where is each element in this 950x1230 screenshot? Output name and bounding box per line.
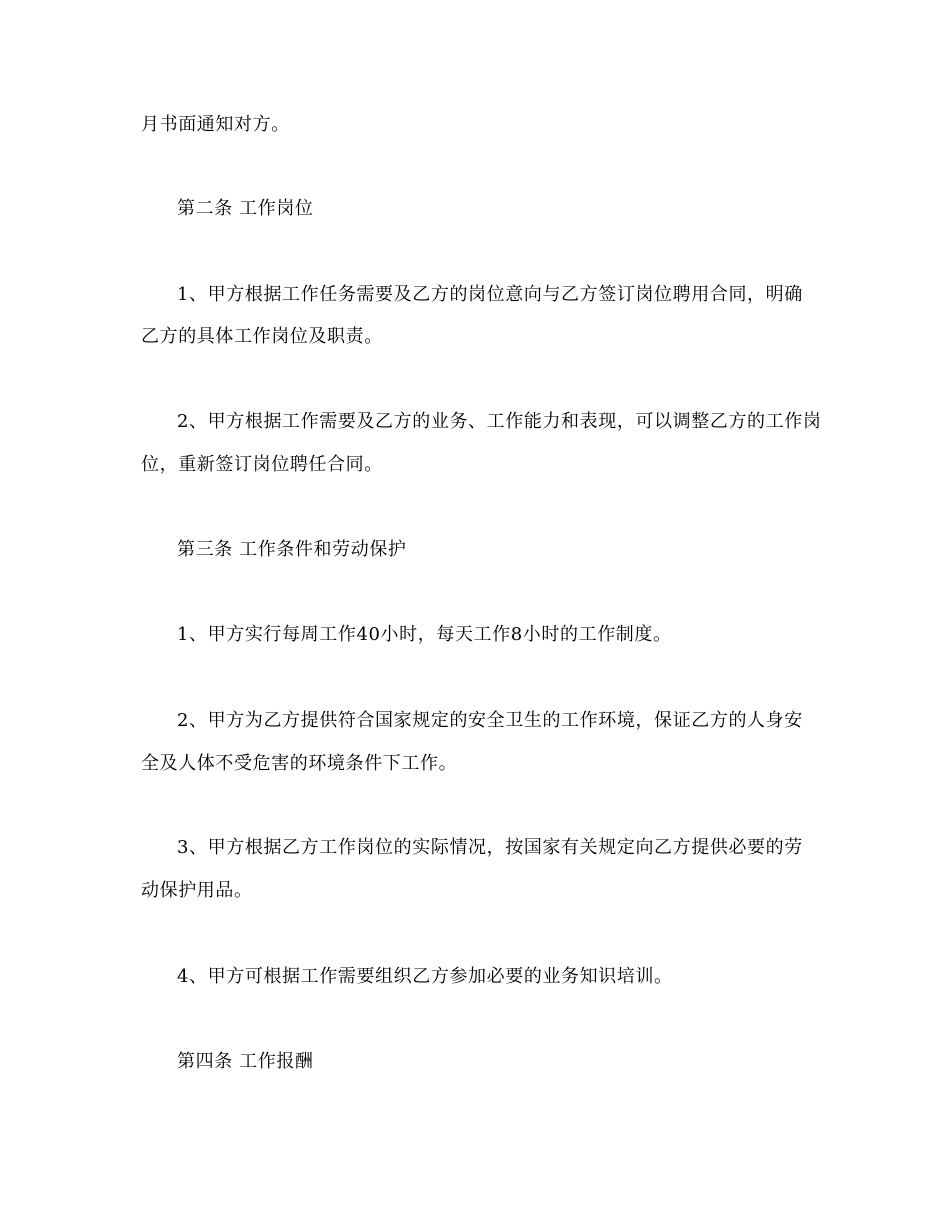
paragraph-line-3-2a: 2、甲方为乙方提供符合国家规定的安全卫生的工作环境，保证乙方的人身安 xyxy=(177,710,803,731)
paragraph-line-2-2a: 2、甲方根据工作需要及乙方的业务、工作能力和表现，可以调整乙方的工作岗 xyxy=(177,411,822,432)
section-heading-article-3: 第三条 工作条件和劳动保护 xyxy=(177,539,407,560)
section-heading-article-4: 第四条 工作报酬 xyxy=(177,1051,314,1072)
paragraph-line-3-3a: 3、甲方根据乙方工作岗位的实际情况，按国家有关规定向乙方提供必要的劳 xyxy=(177,837,803,858)
paragraph-line-2-1b: 乙方的具体工作岗位及职责。 xyxy=(141,326,383,347)
paragraph-line-3-1: 1、甲方实行每周工作40小时，每天工作8小时的工作制度。 xyxy=(177,624,672,645)
paragraph-line-3-3b: 动保护用品。 xyxy=(141,880,253,901)
paragraph-line-2-1a: 1、甲方根据工作任务需要及乙方的岗位意向与乙方签订岗位聘用合同，明确 xyxy=(177,284,803,305)
section-heading-article-2: 第二条 工作岗位 xyxy=(177,198,314,219)
paragraph-line-3-4: 4、甲方可根据工作需要组织乙方参加必要的业务知识培训。 xyxy=(177,966,673,987)
paragraph-line-3-2b: 全及人体不受危害的环境条件下工作。 xyxy=(141,753,458,774)
paragraph-line-notice-end: 月书面通知对方。 xyxy=(141,114,290,135)
paragraph-line-2-2b: 位，重新签订岗位聘任合同。 xyxy=(141,454,383,475)
